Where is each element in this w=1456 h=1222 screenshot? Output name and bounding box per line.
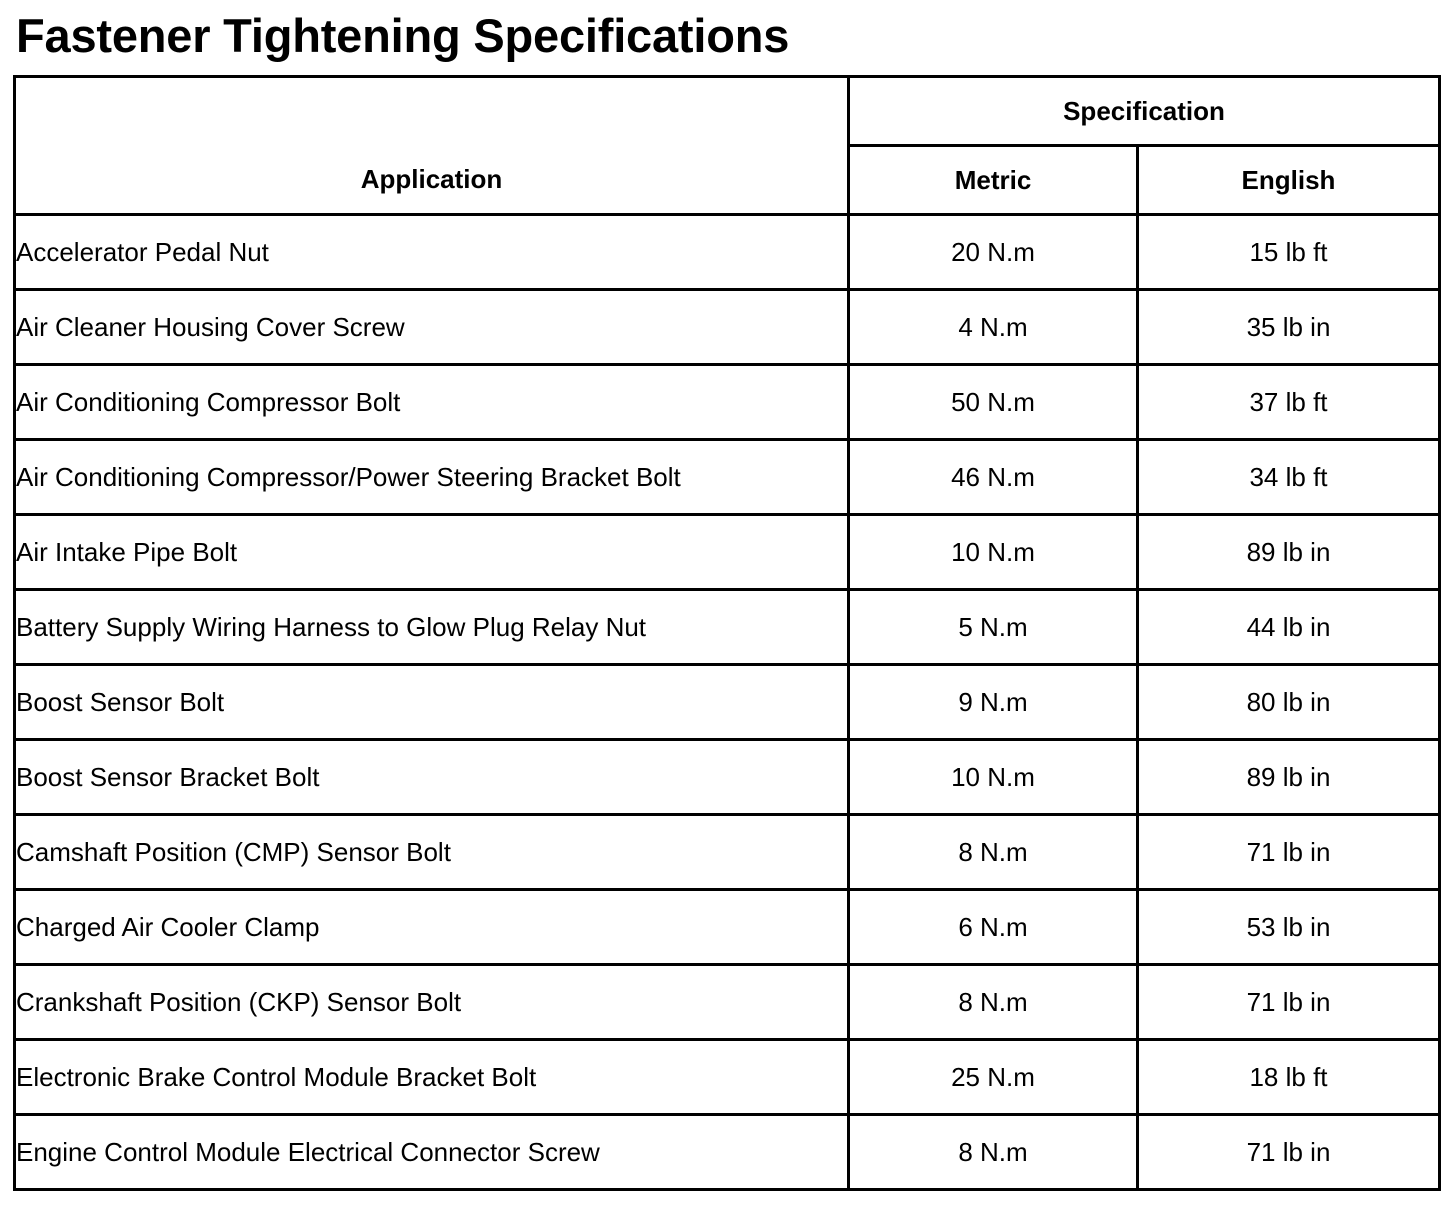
table-row <box>15 515 1440 590</box>
cell-application: Crankshaft Position (CKP) Sensor Bolt <box>15 965 849 1040</box>
cell-application: Air Conditioning Compressor Bolt <box>15 365 849 440</box>
cell-metric: 50 N.m <box>849 365 1138 440</box>
cell-metric: 8 N.m <box>849 815 1138 890</box>
cell-english: 34 lb ft <box>1138 440 1440 515</box>
cell-metric: 10 N.m <box>849 740 1138 815</box>
cell-english: 35 lb in <box>1138 290 1440 365</box>
cell-english: 89 lb in <box>1138 515 1440 590</box>
cell-application: Air Cleaner Housing Cover Screw <box>15 290 849 365</box>
cell-metric: 6 N.m <box>849 890 1138 965</box>
table-row <box>15 440 1440 515</box>
cell-application: Engine Control Module Electrical Connector Screw <box>15 1115 849 1190</box>
cell-application: Boost Sensor Bolt <box>15 665 849 740</box>
cell-english: 71 lb in <box>1138 965 1440 1040</box>
header-specification: Specification <box>849 77 1440 146</box>
cell-metric: 25 N.m <box>849 1040 1138 1115</box>
cell-application: Electronic Brake Control Module Bracket Bolt <box>15 1040 849 1115</box>
cell-english: 80 lb in <box>1138 665 1440 740</box>
cell-english: 15 lb ft <box>1138 215 1440 290</box>
header-metric: Metric <box>849 146 1138 215</box>
cell-english: 71 lb in <box>1138 1115 1440 1190</box>
cell-application: Battery Supply Wiring Harness to Glow Plug Relay Nut <box>15 590 849 665</box>
fastener-spec-table <box>13 75 1441 1191</box>
table-row <box>15 965 1440 1040</box>
cell-metric: 9 N.m <box>849 665 1138 740</box>
cell-metric: 5 N.m <box>849 590 1138 665</box>
cell-application: Boost Sensor Bracket Bolt <box>15 740 849 815</box>
table-row <box>15 365 1440 440</box>
table-row <box>15 290 1440 365</box>
table-row <box>15 890 1440 965</box>
cell-english: 37 lb ft <box>1138 365 1440 440</box>
table-row <box>15 1040 1440 1115</box>
cell-application: Accelerator Pedal Nut <box>15 215 849 290</box>
header-english: English <box>1138 146 1440 215</box>
cell-application: Camshaft Position (CMP) Sensor Bolt <box>15 815 849 890</box>
cell-metric: 20 N.m <box>849 215 1138 290</box>
table-row <box>15 665 1440 740</box>
cell-english: 44 lb in <box>1138 590 1440 665</box>
page-title: Fastener Tightening Specifications <box>16 9 790 62</box>
cell-application: Air Conditioning Compressor/Power Steering Bracket Bolt <box>15 440 849 515</box>
cell-metric: 8 N.m <box>849 1115 1138 1190</box>
header-row-primary <box>15 77 1440 146</box>
cell-metric: 10 N.m <box>849 515 1138 590</box>
cell-english: 53 lb in <box>1138 890 1440 965</box>
table-row <box>15 1115 1440 1190</box>
header-application: Application <box>15 77 849 215</box>
table-row <box>15 740 1440 815</box>
table-row <box>15 215 1440 290</box>
cell-english: 18 lb ft <box>1138 1040 1440 1115</box>
table-row <box>15 815 1440 890</box>
cell-english: 89 lb in <box>1138 740 1440 815</box>
cell-metric: 4 N.m <box>849 290 1138 365</box>
cell-english: 71 lb in <box>1138 815 1440 890</box>
cell-application: Air Intake Pipe Bolt <box>15 515 849 590</box>
cell-application: Charged Air Cooler Clamp <box>15 890 849 965</box>
table-body <box>15 215 1440 1190</box>
table-row <box>15 590 1440 665</box>
cell-metric: 46 N.m <box>849 440 1138 515</box>
cell-metric: 8 N.m <box>849 965 1138 1040</box>
